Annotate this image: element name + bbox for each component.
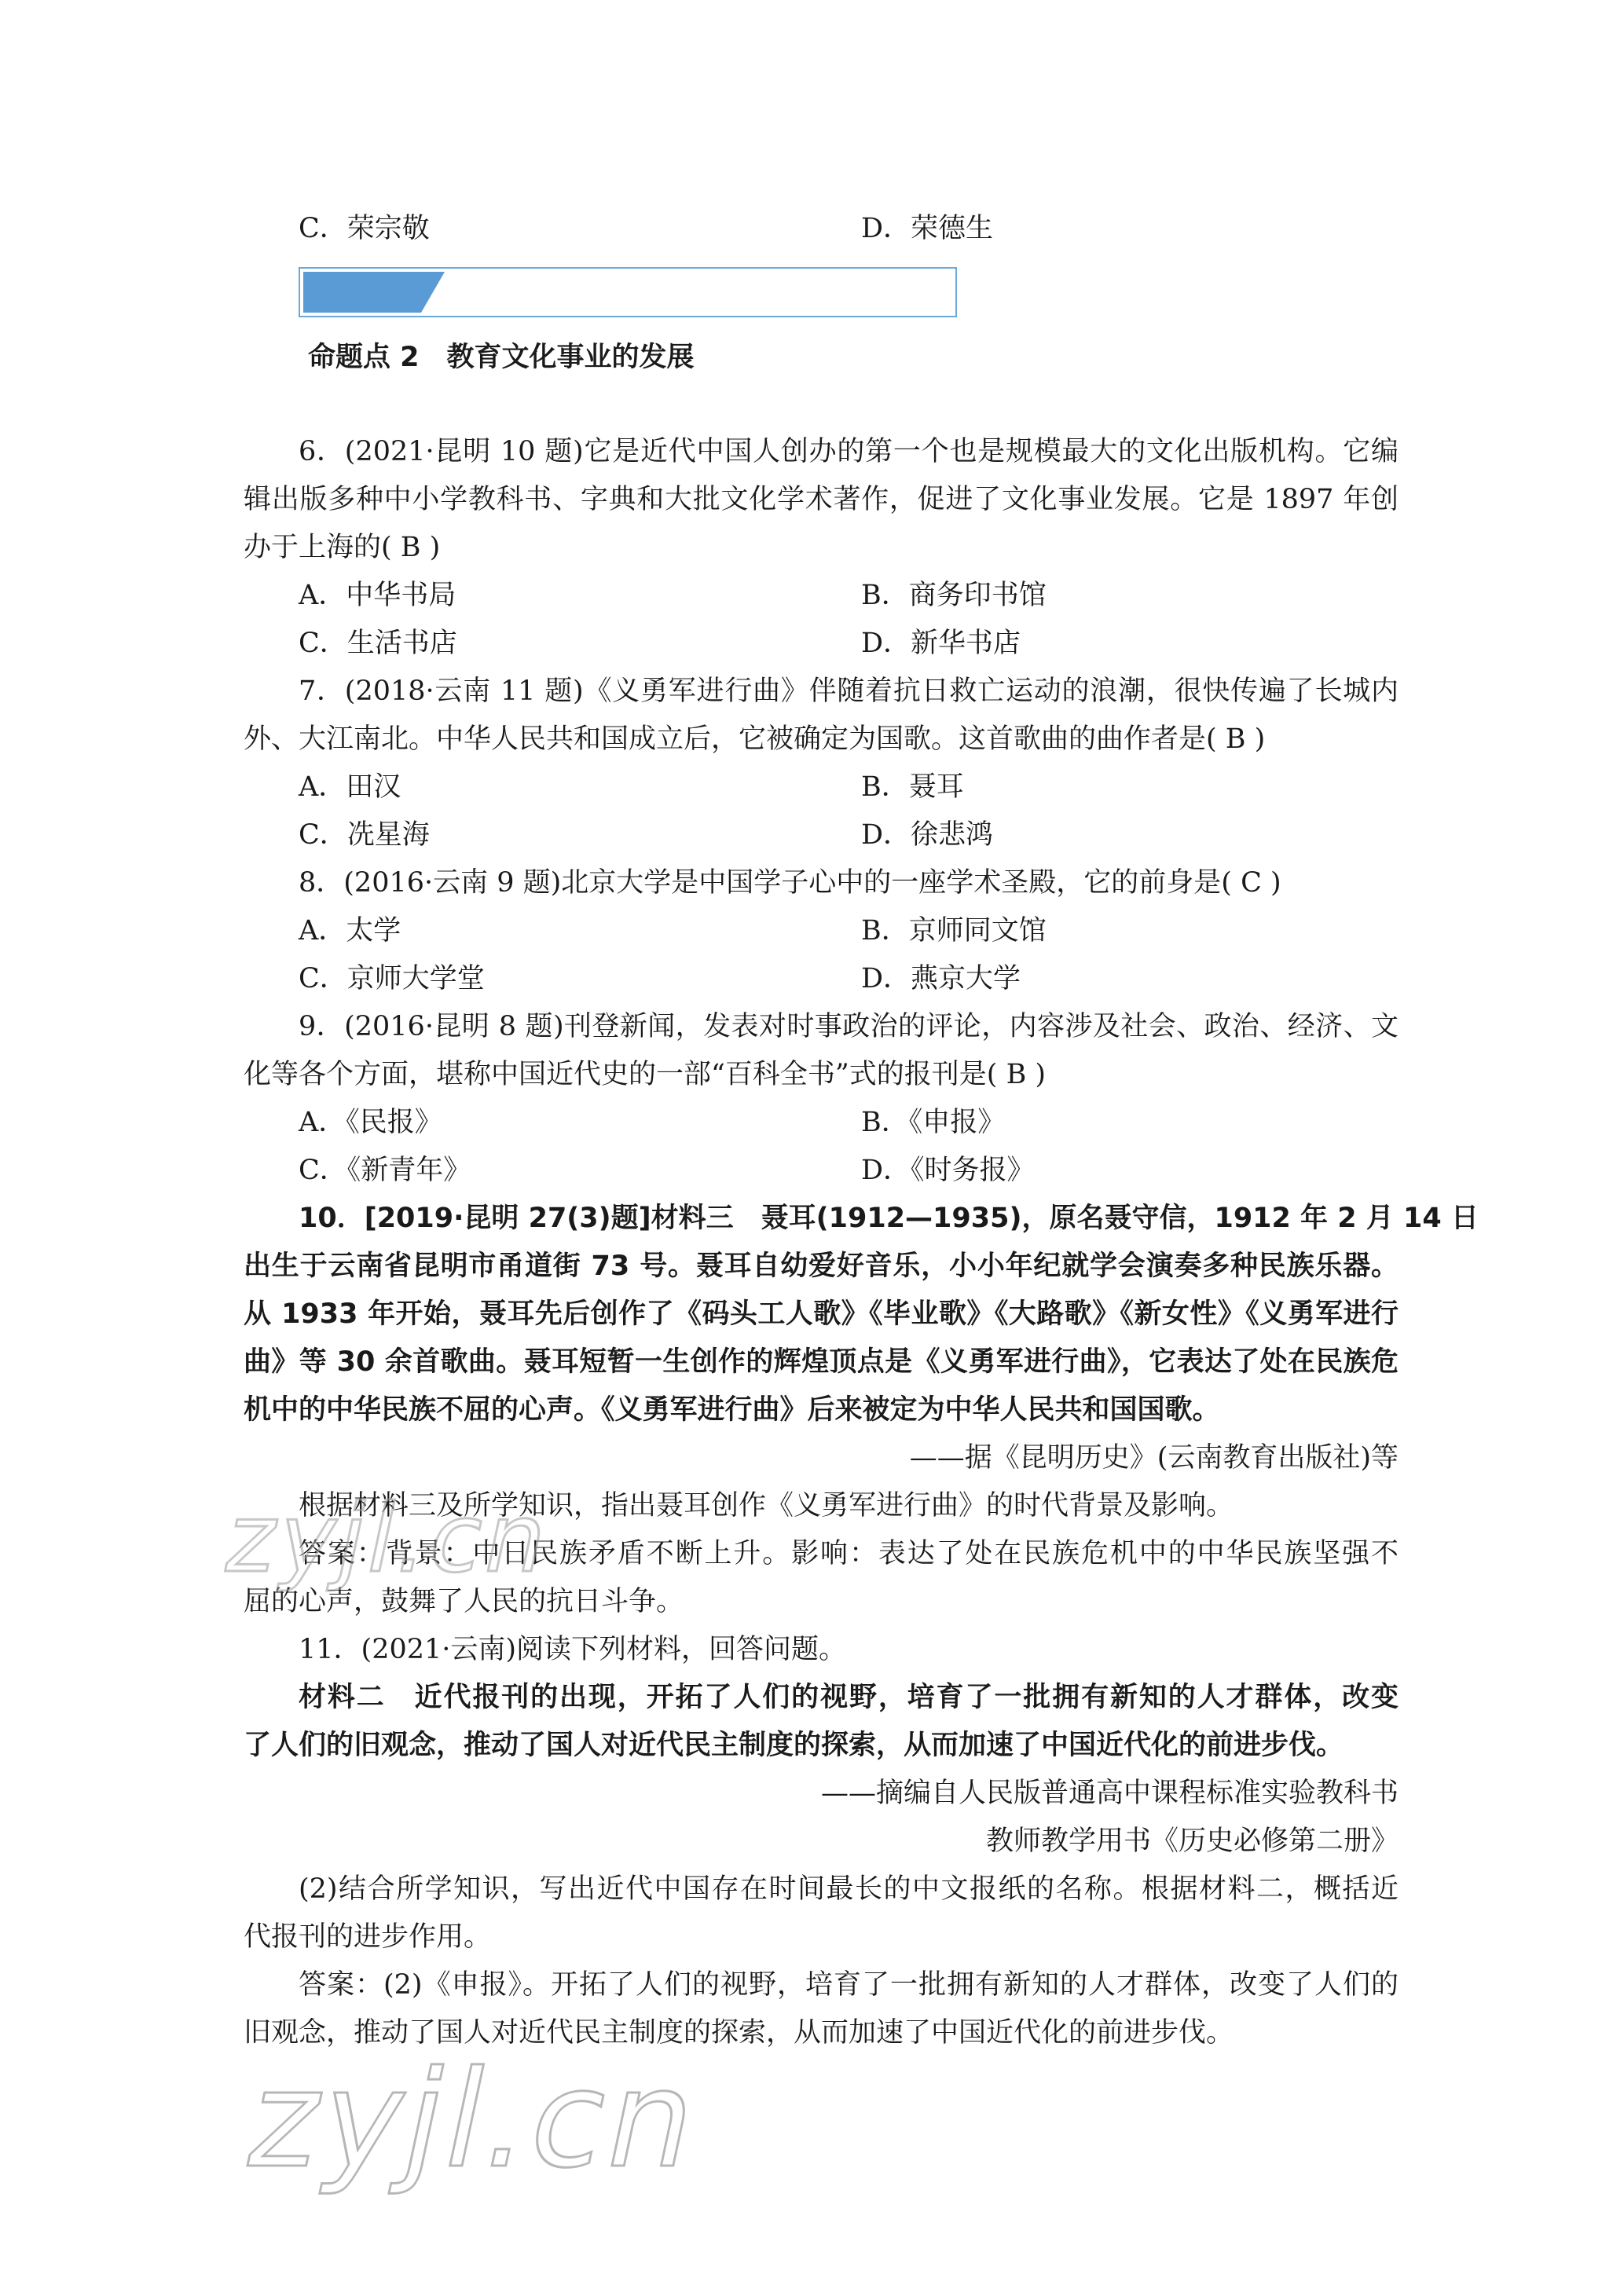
q9-line1: 9．(2016·昆明 8 题)刊登新闻，发表对时事政治的评论，内容涉及社会、政治、经济、文 [299,1011,1399,1042]
q11-line1: 11．(2021·云南)阅读下列材料，回答问题。 [299,1634,847,1665]
q7-line1: 7．(2018·云南 11 题)《义勇军进行曲》伴随着抗日救亡运动的浪潮，很快传遍了长城内 [299,676,1399,707]
q10-line5: 机中的中华民族不屈的心声。《义勇军进行曲》后来被定为中华人民共和国国歌。 [244,1394,1220,1426]
q10-answer-line2: 屈的心声，鼓舞了人民的抗日斗争。 [244,1586,684,1617]
q9-option-d: D．《时务报》 [861,1155,1035,1186]
section-banner [299,267,957,317]
q10-line3: 从 1933 年开始，聂耳先后创作了《码头工人歌》《毕业歌》《大路歌》《新女性》《义勇军进行 [244,1298,1399,1330]
q11-answer-line1: 答案：(2)《申报》。开拓了人们的视野，培育了一批拥有新知的人才群体，改变了人们的 [299,1969,1399,2001]
q11-source-line1: ——摘编自人民版普通高中课程标准实验教科书 [820,1778,1399,1809]
q10-line1: 10．[2019·昆明 27(3)题]材料三 聂耳(1912—1935)，原名聂守信，1912 年 2 月 14 日 [299,1203,1479,1234]
q6-option-c: C．生活书店 [299,628,457,659]
q6-line3: 办于上海的( B ) [244,532,441,563]
q6-option-a: A．中华书局 [299,580,456,611]
q7-line2: 外、大江南北。中华人民共和国成立后，它被确定为国歌。这首歌曲的曲作者是( B ) [244,723,1266,755]
q7-option-d: D．徐悲鸿 [861,819,994,851]
watermark-mid: zyjl.cn [216,1485,561,1594]
q10-line2: 出生于云南省昆明市甬道街 73 号。聂耳自幼爱好音乐，小小年纪就学会演奏多种民族乐器。 [244,1251,1399,1282]
q7-option-c: C．冼星海 [299,819,430,851]
q11-answer-line2: 旧观念，推动了国人对近代民主制度的探索，从而加速了中国近代化的前进步伐。 [244,2017,1234,2049]
q10-answer-line1: 答案：背景：中日民族矛盾不断上升。影响：表达了处在民族危机中的中华民族坚强不 [299,1538,1399,1569]
q11-material-line2: 了人们的旧观念，推动了国人对近代民主制度的探索，从而加速了中国近代化的前进步伐。 [244,1730,1344,1761]
q10-source: ——据《昆明历史》(云南教育出版社)等 [909,1442,1399,1474]
banner-accent-shape [303,272,445,313]
q8-line1: 8．(2016·云南 9 题)北京大学是中国学子心中的一座学术圣殿，它的前身是( C ) [299,867,1281,899]
watermark-bottom: zyjl.cn [234,2042,714,2198]
q11-material-line1: 材料二 近代报刊的出现，开拓了人们的视野，培育了一批拥有新知的人才群体，改变 [299,1682,1399,1713]
q8-option-b: B．京师同文馆 [861,915,1047,947]
q9-option-b: B．《申报》 [861,1107,1006,1138]
q11-prompt-line2: 代报刊的进步作用。 [244,1921,492,1953]
q10-prompt: 根据材料三及所学知识，指出聂耳创作《义勇军进行曲》的时代背景及影响。 [299,1490,1234,1522]
q11-prompt-line1: (2)结合所学知识，写出近代中国存在时间最长的中文报纸的名称。根据材料二，概括近 [299,1873,1399,1905]
q6-option-d: D．新华书店 [861,628,1021,659]
q8-option-d: D．燕京大学 [861,963,1021,994]
option-d-top: D．荣德生 [861,213,994,244]
q8-option-c: C．京师大学堂 [299,963,485,994]
q11-source-line2: 教师教学用书《历史必修第二册》 [985,1825,1399,1857]
section-title: 命题点 2 教育文化事业的发展 [308,342,695,373]
q9-option-a: A．《民报》 [299,1107,442,1138]
q7-option-b: B．聂耳 [861,771,964,803]
q9-line2: 化等各个方面，堪称中国近代史的一部“百科全书”式的报刊是( B ) [244,1059,1047,1090]
q6-line1: 6．(2021·昆明 10 题)它是近代中国人创办的第一个也是规模最大的文化出版机构。它编 [299,436,1399,467]
q7-option-a: A．田汉 [299,771,401,803]
q6-option-b: B．商务印书馆 [861,580,1047,611]
option-c-top: C．荣宗敬 [299,213,430,244]
q10-line4: 曲》等 30 余首歌曲。聂耳短暂一生创作的辉煌顶点是《义勇军进行曲》，它表达了处在民族危 [244,1346,1399,1378]
q8-option-a: A．太学 [299,915,401,947]
q6-line2: 辑出版多种中小学教科书、字典和大批文化学术著作，促进了文化事业发展。它是 1897 年创 [244,484,1399,515]
q9-option-c: C．《新青年》 [299,1155,471,1186]
